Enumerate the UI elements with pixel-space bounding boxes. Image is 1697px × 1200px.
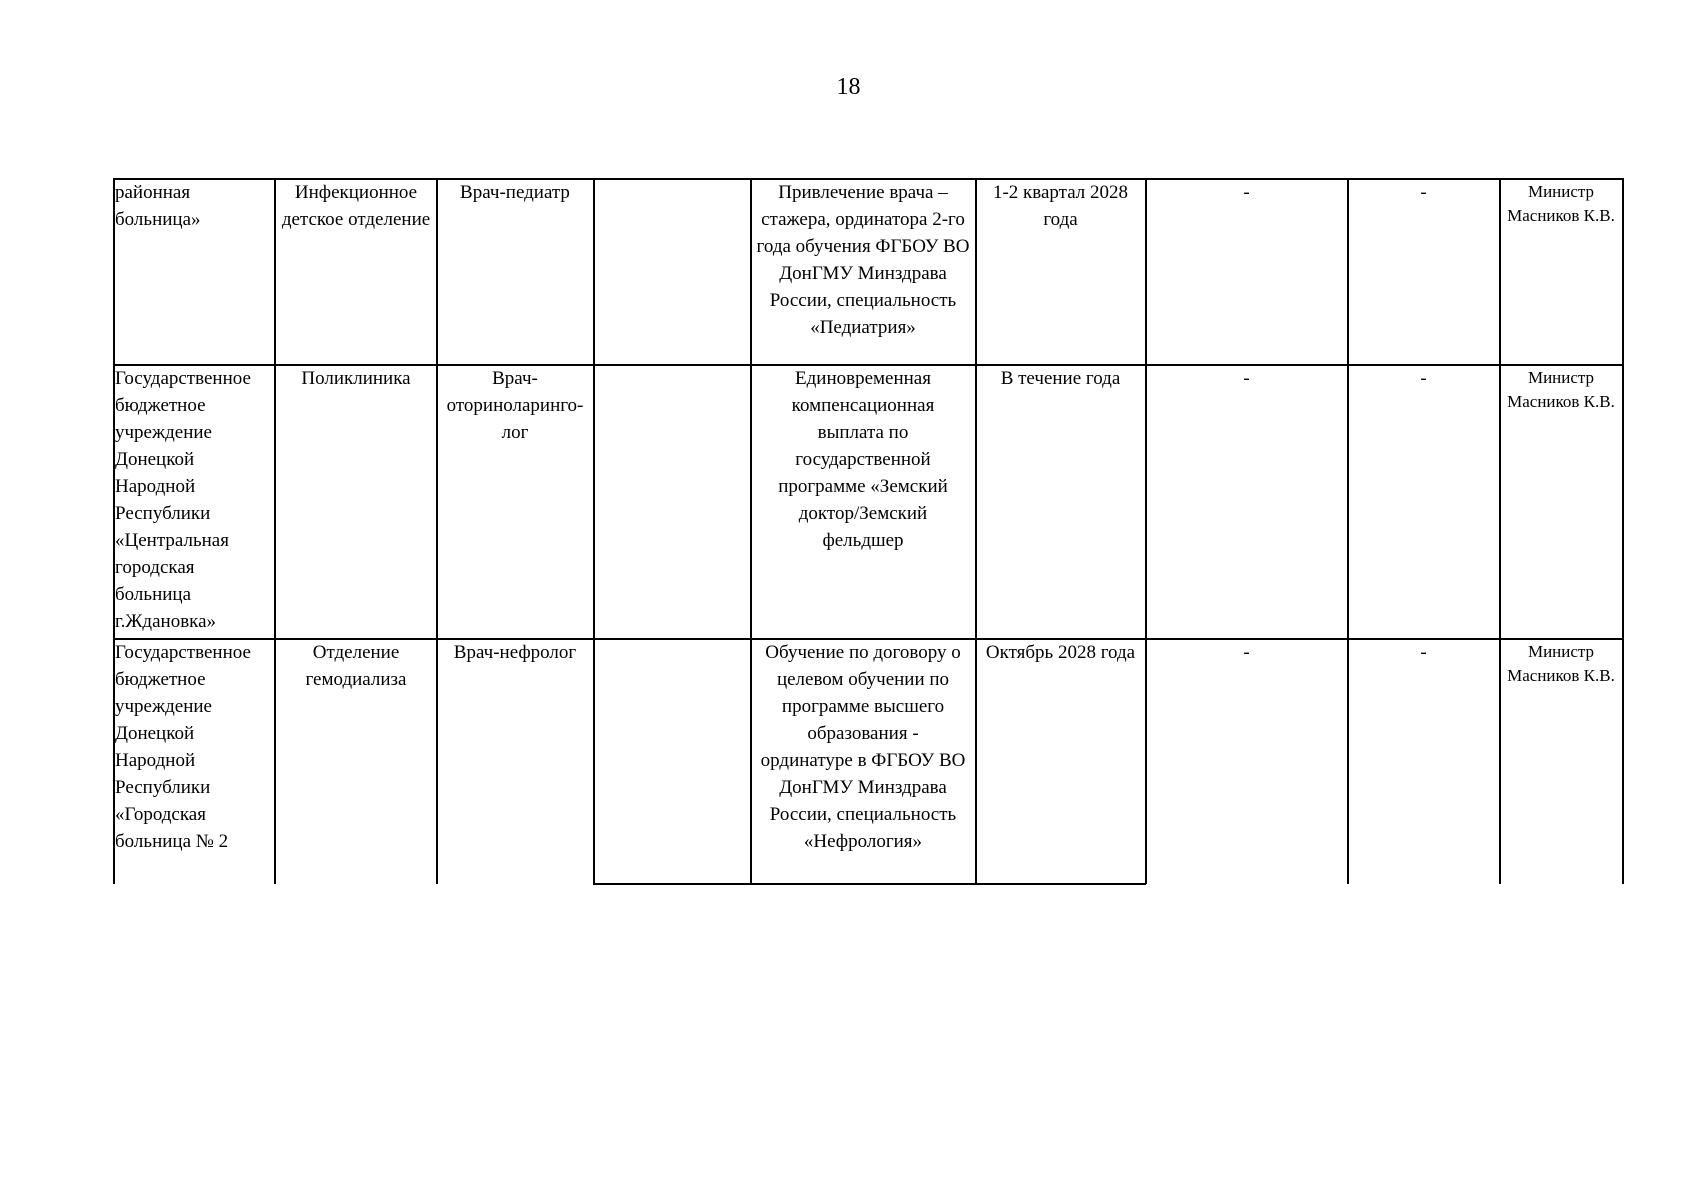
table-cell-position: Врач-педиатр [460,182,570,203]
table-cell-col7: - [1243,368,1250,389]
table-cell-empty [594,639,750,883]
table-cell-term: В течение года [1000,368,1121,389]
table-cell-empty [594,179,750,363]
table-cell-institution: районная больница» [115,182,201,230]
table-cell-responsible: Министр Масников К.В. [1507,182,1615,225]
table-cell-term: Октябрь 2028 года [985,642,1136,663]
col-line-9 [1622,178,1624,884]
table-cell-position: Врач-нефролог [453,642,577,663]
table-cell-col8: - [1420,368,1427,389]
table-bottom-border [593,883,1146,885]
table-cell-measure: Обучение по договору о целевом обучении по программе высшего образования - ординатуре в ФГБОУ ВО ДонГМУ Минздрава России, специальность «Нефрология» [760,642,966,852]
table-cell-department: Инфекционное детское отделение [281,182,431,230]
table-cell-measure: Привлечение врача – стажера, ординатора 2-го года обучения ФГБОУ ВО ДонГМУ Минздрава России, специальность «Педиатрия» [756,182,970,338]
table-cell-responsible: Министр Масников К.В. [1507,368,1615,411]
table-cell-col7: - [1243,642,1250,663]
table-cell-measure: Единовременная компенсационная выплата по государственной программе «Земский доктор/Земский фельдшер [778,368,948,551]
table-cell-col8: - [1420,642,1427,663]
table-cell-col7: - [1243,182,1250,203]
table-cell-term: 1-2 квартал 2028 года [992,182,1129,230]
table-cell-responsible: Министр Масников К.В. [1507,642,1615,685]
table-cell-institution: Государственное бюджетное учреждение Донецкой Народной Республики «Городская больница № 2 [115,642,251,852]
table-cell-position: Врач- оториноларинго- лог [446,368,584,443]
table-cell-empty [594,365,750,637]
page-number: 18 [836,74,861,100]
table-cell-department: Отделение гемодиализа [305,642,407,690]
table-cell-col8: - [1420,182,1427,203]
table-cell-department: Поликлиника [301,368,411,389]
table-cell-institution: Государственное бюджетное учреждение Донецкой Народной Республики «Центральная городская больница г.Ждановка» [115,368,251,632]
